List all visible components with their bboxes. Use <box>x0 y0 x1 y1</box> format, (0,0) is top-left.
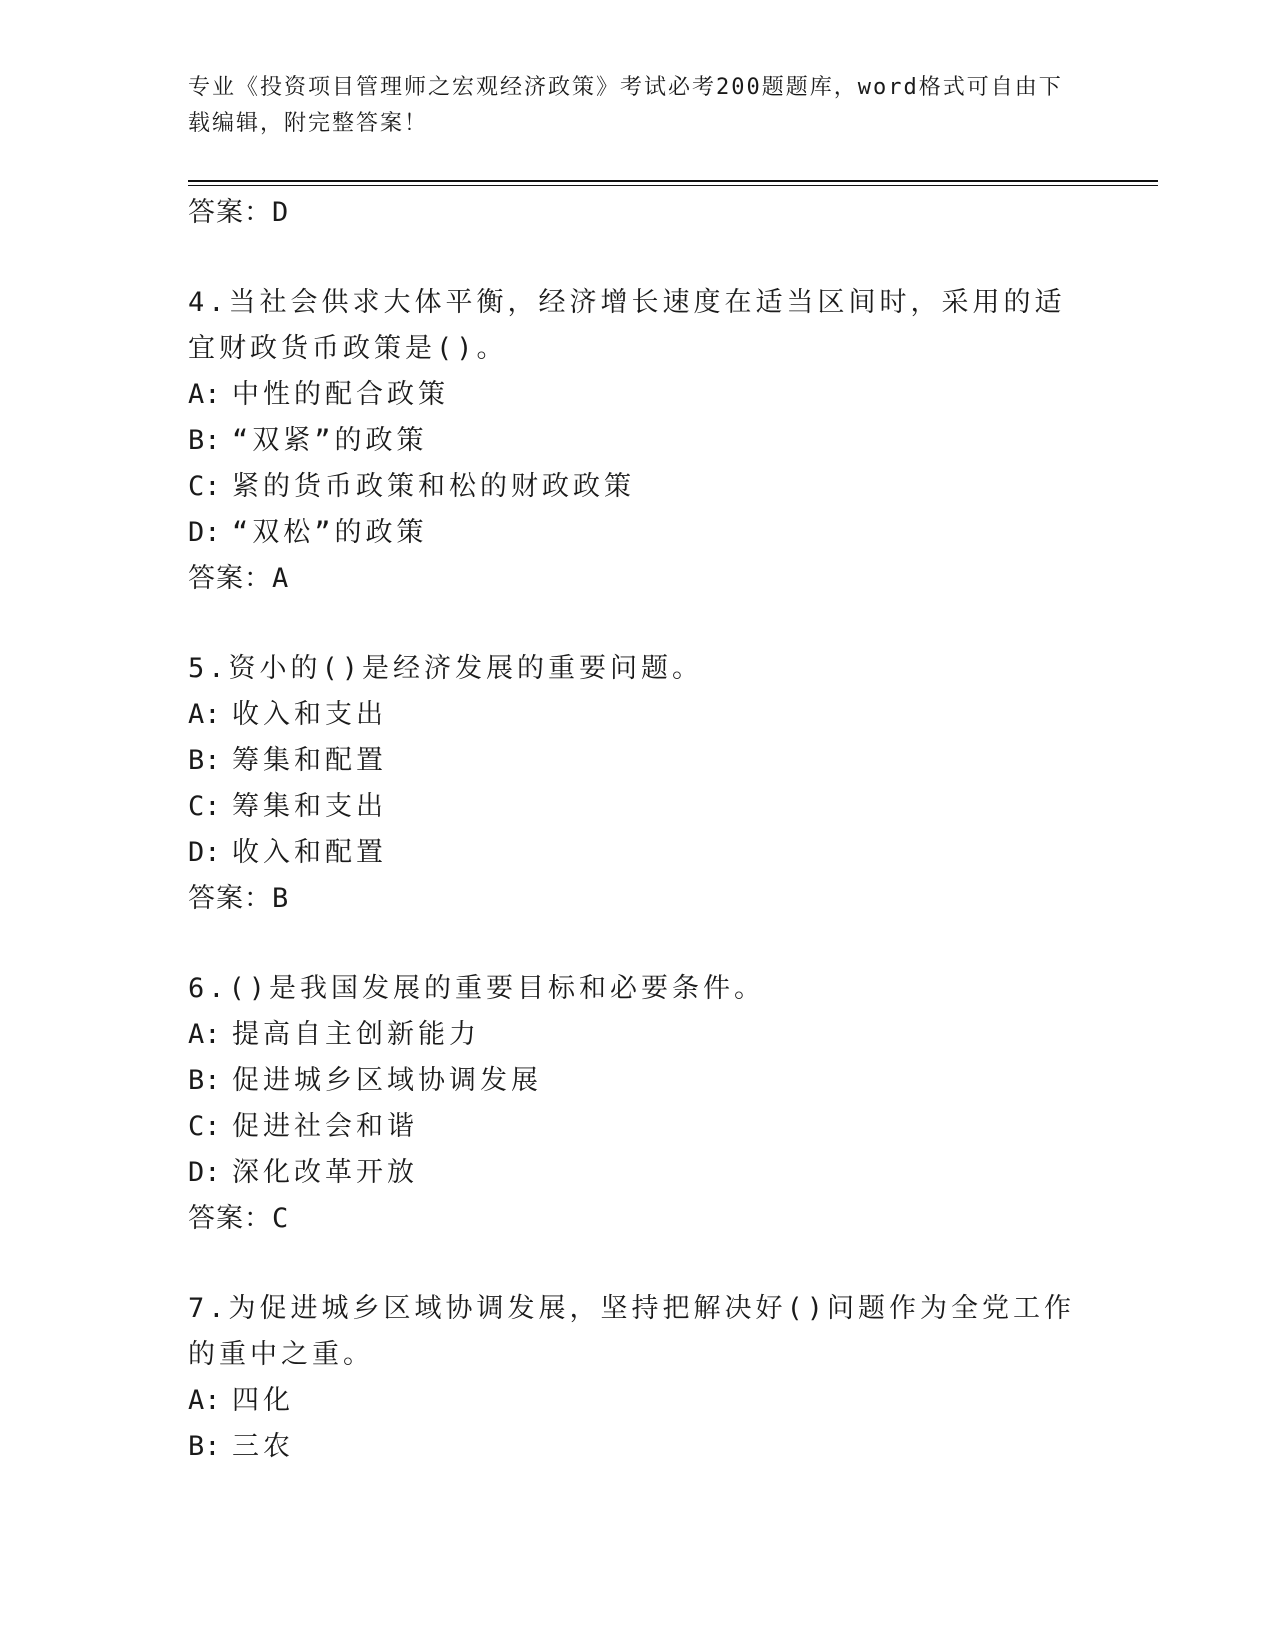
option-key: B: <box>188 745 221 776</box>
question-block <box>188 966 1088 1242</box>
option-text: 收入和支出 <box>232 699 387 730</box>
option-text: 紧的货币政策和松的财政政策 <box>232 471 635 502</box>
option-b <box>188 418 1088 464</box>
option-a <box>188 1378 1088 1424</box>
option-text: 筹集和支出 <box>232 791 387 822</box>
option-key: A: <box>188 1019 221 1050</box>
option-c <box>188 784 1088 830</box>
answer-line: 答案：C <box>188 1203 290 1234</box>
option-b <box>188 1058 1088 1104</box>
option-key: C: <box>188 1111 221 1142</box>
option-c <box>188 464 1088 510</box>
option-b <box>188 1424 1088 1470</box>
option-key: B: <box>188 425 221 456</box>
question-stem: 5.资小的()是经济发展的重要问题。 <box>188 653 704 684</box>
question-list <box>188 190 1088 1470</box>
option-key: A: <box>188 1385 221 1416</box>
option-c <box>188 1104 1088 1150</box>
option-key: D: <box>188 1157 221 1188</box>
option-a <box>188 692 1088 738</box>
option-text: 深化改革开放 <box>232 1157 418 1188</box>
option-key: A: <box>188 699 221 730</box>
option-text: 促进城乡区域协调发展 <box>232 1065 542 1096</box>
option-text: “双紧”的政策 <box>232 425 428 456</box>
question-block <box>188 1286 1088 1470</box>
option-d <box>188 1150 1088 1196</box>
previous-answer: 答案：D <box>188 197 290 228</box>
header-rule-thin <box>188 185 1158 186</box>
option-key: A: <box>188 379 221 410</box>
option-text: 中性的配合政策 <box>232 379 449 410</box>
option-d <box>188 830 1088 876</box>
question-stem: 7.为促进城乡区域协调发展，坚持把解决好()问题作为全党工作的重中之重。 <box>188 1293 1076 1370</box>
header-rule-thick <box>188 180 1158 182</box>
question-block <box>188 280 1088 602</box>
option-text: 提高自主创新能力 <box>232 1019 480 1050</box>
option-text: 促进社会和谐 <box>232 1111 418 1142</box>
option-key: D: <box>188 837 221 868</box>
option-a <box>188 372 1088 418</box>
option-b <box>188 738 1088 784</box>
option-text: “双松”的政策 <box>232 517 428 548</box>
question-block <box>188 646 1088 922</box>
option-text: 收入和配置 <box>232 837 387 868</box>
option-text: 三农 <box>232 1431 294 1462</box>
option-key: C: <box>188 791 221 822</box>
option-key: B: <box>188 1431 221 1462</box>
option-text: 四化 <box>232 1385 294 1416</box>
option-d <box>188 510 1088 556</box>
question-stem: 4.当社会供求大体平衡，经济增长速度在适当区间时，采用的适宜财政货币政策是()。 <box>188 287 1066 364</box>
option-key: D: <box>188 517 221 548</box>
option-key: C: <box>188 471 221 502</box>
option-text: 筹集和配置 <box>232 745 387 776</box>
document-header: 专业《投资项目管理师之宏观经济政策》考试必考200题题库，word格式可自由下载编辑，附完整答案！ <box>188 75 1063 136</box>
option-a <box>188 1012 1088 1058</box>
question-stem: 6.()是我国发展的重要目标和必要条件。 <box>188 973 766 1004</box>
option-key: B: <box>188 1065 221 1096</box>
answer-line: 答案：B <box>188 883 290 914</box>
answer-line: 答案：A <box>188 563 290 594</box>
